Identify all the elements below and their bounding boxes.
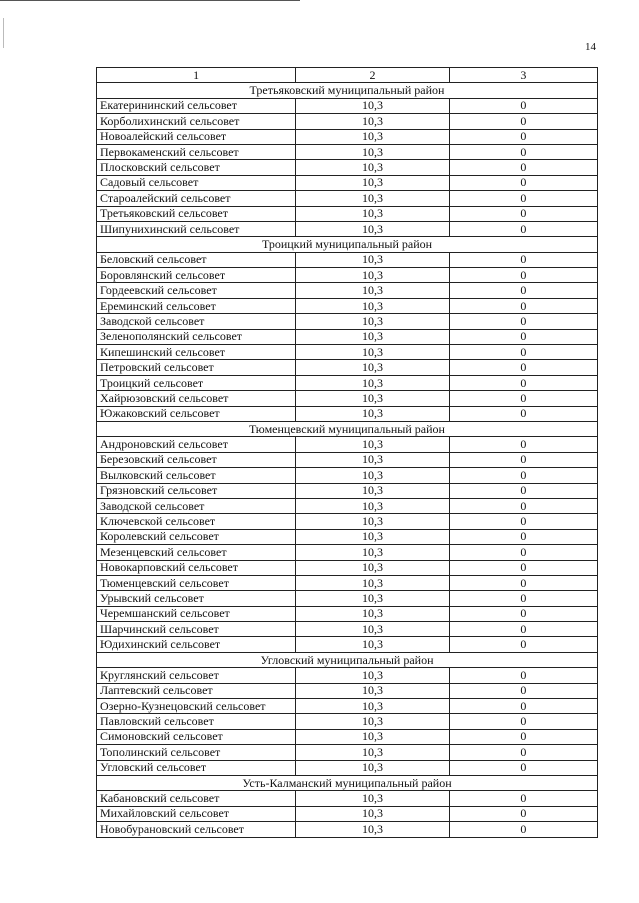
value-cell: 10,3: [296, 468, 449, 483]
settlement-name: Черемшанский сельсовет: [97, 606, 296, 621]
table-row: [97, 191, 598, 206]
value-cell: 10,3: [296, 622, 449, 637]
value-cell: 10,3: [296, 683, 449, 698]
count-cell: 0: [449, 668, 597, 683]
table-row: [97, 406, 598, 421]
count-cell: 0: [449, 345, 597, 360]
district-name: Третьяковский муниципальный район: [97, 83, 598, 98]
table-row: [97, 160, 598, 175]
table-row: [97, 591, 598, 606]
count-cell: 0: [449, 391, 597, 406]
value-cell: 10,3: [296, 406, 449, 421]
settlement-name: Беловский сельсовет: [97, 252, 296, 267]
table-row: [97, 345, 598, 360]
value-cell: 10,3: [296, 606, 449, 621]
count-cell: 0: [449, 468, 597, 483]
count-cell: 0: [449, 298, 597, 313]
count-cell: 0: [449, 221, 597, 236]
settlement-name: Заводской сельсовет: [97, 498, 296, 513]
page-number: 14: [585, 41, 596, 53]
settlement-name: Мезенцевский сельсовет: [97, 545, 296, 560]
count-cell: 0: [449, 283, 597, 298]
settlement-name: Боровлянский сельсовет: [97, 268, 296, 283]
table-row: [97, 391, 598, 406]
district-name: Угловский муниципальный район: [97, 652, 598, 667]
count-cell: 0: [449, 714, 597, 729]
count-cell: 0: [449, 498, 597, 513]
table-row: [97, 360, 598, 375]
count-cell: 0: [449, 206, 597, 221]
settlement-name: Грязновский сельсовет: [97, 483, 296, 498]
value-cell: 10,3: [296, 822, 449, 837]
data-table: [96, 67, 598, 838]
table-row: [97, 668, 598, 683]
count-cell: 0: [449, 560, 597, 575]
district-name: Тюменцевский муниципальный район: [97, 421, 598, 436]
table-row: [97, 745, 598, 760]
settlement-name: Шарчинский сельсовет: [97, 622, 296, 637]
settlement-name: Шипунихинский сельсовет: [97, 221, 296, 236]
table-row: [97, 683, 598, 698]
count-cell: 0: [449, 406, 597, 421]
table-row: [97, 98, 598, 113]
settlement-name: Юдихинский сельсовет: [97, 637, 296, 652]
settlement-name: Михайловский сельсовет: [97, 806, 296, 821]
table-row: [97, 144, 598, 159]
count-cell: 0: [449, 114, 597, 129]
count-cell: 0: [449, 329, 597, 344]
settlement-name: Гордеевский сельсовет: [97, 283, 296, 298]
count-cell: 0: [449, 606, 597, 621]
table-row: [97, 560, 598, 575]
value-cell: 10,3: [296, 560, 449, 575]
value-cell: 10,3: [296, 437, 449, 452]
settlement-name: Тюменцевский сельсовет: [97, 575, 296, 590]
value-cell: 10,3: [296, 760, 449, 775]
settlement-name: Кабановский сельсовет: [97, 791, 296, 806]
district-name: Троицкий муниципальный район: [97, 237, 598, 252]
table-body: [97, 68, 598, 838]
value-cell: 10,3: [296, 714, 449, 729]
value-cell: 10,3: [296, 699, 449, 714]
count-cell: 0: [449, 268, 597, 283]
settlement-name: Тополинский сельсовет: [97, 745, 296, 760]
table-row: [97, 699, 598, 714]
value-cell: 10,3: [296, 806, 449, 821]
count-cell: 0: [449, 760, 597, 775]
value-cell: 10,3: [296, 591, 449, 606]
count-cell: 0: [449, 98, 597, 113]
value-cell: 10,3: [296, 191, 449, 206]
value-cell: 10,3: [296, 791, 449, 806]
value-cell: 10,3: [296, 345, 449, 360]
table-row: [97, 529, 598, 544]
value-cell: 10,3: [296, 729, 449, 744]
value-cell: 10,3: [296, 452, 449, 467]
table-row: [97, 437, 598, 452]
count-cell: 0: [449, 529, 597, 544]
table-row: [97, 283, 598, 298]
table-row: [97, 252, 598, 267]
table-row: [97, 729, 598, 744]
settlement-name: Круглянский сельсовет: [97, 668, 296, 683]
count-cell: 0: [449, 637, 597, 652]
value-cell: 10,3: [296, 114, 449, 129]
table-row: [97, 714, 598, 729]
count-cell: 0: [449, 360, 597, 375]
table-row: [97, 822, 598, 837]
table-row: [97, 514, 598, 529]
count-cell: 0: [449, 252, 597, 267]
value-cell: 10,3: [296, 221, 449, 236]
table-row: [97, 637, 598, 652]
scan-margin-mark: [3, 18, 4, 48]
table-row: [97, 760, 598, 775]
district-row: [97, 237, 598, 252]
table-row: [97, 498, 598, 513]
table-row: [97, 622, 598, 637]
value-cell: 10,3: [296, 545, 449, 560]
count-cell: 0: [449, 483, 597, 498]
value-cell: 10,3: [296, 637, 449, 652]
count-cell: 0: [449, 191, 597, 206]
settlement-name: Зеленополянский сельсовет: [97, 329, 296, 344]
district-row: [97, 421, 598, 436]
table-row: [97, 606, 598, 621]
scan-edge-line: [0, 0, 300, 1]
value-cell: 10,3: [296, 252, 449, 267]
column-header-3: 3: [449, 68, 597, 83]
table-row: [97, 268, 598, 283]
table-row: [97, 483, 598, 498]
settlement-name: Вылковский сельсовет: [97, 468, 296, 483]
settlement-name: Симоновский сельсовет: [97, 729, 296, 744]
count-cell: 0: [449, 729, 597, 744]
value-cell: 10,3: [296, 514, 449, 529]
count-cell: 0: [449, 575, 597, 590]
count-cell: 0: [449, 745, 597, 760]
district-row: [97, 652, 598, 667]
value-cell: 10,3: [296, 483, 449, 498]
value-cell: 10,3: [296, 745, 449, 760]
value-cell: 10,3: [296, 129, 449, 144]
settlement-name: Заводской сельсовет: [97, 314, 296, 329]
settlement-name: Андроновский сельсовет: [97, 437, 296, 452]
settlement-name: Третьяковский сельсовет: [97, 206, 296, 221]
settlement-name: Хайрюзовский сельсовет: [97, 391, 296, 406]
settlement-name: Ключевской сельсовет: [97, 514, 296, 529]
value-cell: 10,3: [296, 144, 449, 159]
table-row: [97, 329, 598, 344]
table-row: [97, 806, 598, 821]
value-cell: 10,3: [296, 283, 449, 298]
count-cell: 0: [449, 791, 597, 806]
settlement-name: Озерно-Кузнецовский сельсовет: [97, 699, 296, 714]
settlement-name: Кипешинский сельсовет: [97, 345, 296, 360]
count-cell: 0: [449, 375, 597, 390]
table-row: [97, 129, 598, 144]
district-row: [97, 775, 598, 790]
value-cell: 10,3: [296, 391, 449, 406]
value-cell: 10,3: [296, 498, 449, 513]
table-row: [97, 375, 598, 390]
count-cell: 0: [449, 514, 597, 529]
value-cell: 10,3: [296, 529, 449, 544]
count-cell: 0: [449, 314, 597, 329]
table-row: [97, 298, 598, 313]
count-cell: 0: [449, 591, 597, 606]
value-cell: 10,3: [296, 206, 449, 221]
district-row: [97, 83, 598, 98]
settlement-name: Новокарповский сельсовет: [97, 560, 296, 575]
count-cell: 0: [449, 129, 597, 144]
table-row: [97, 452, 598, 467]
settlement-name: Староалейский сельсовет: [97, 191, 296, 206]
value-cell: 10,3: [296, 98, 449, 113]
settlement-name: Ереминский сельсовет: [97, 298, 296, 313]
table-row: [97, 545, 598, 560]
value-cell: 10,3: [296, 314, 449, 329]
table-row: [97, 175, 598, 190]
value-cell: 10,3: [296, 375, 449, 390]
settlement-name: Екатерининский сельсовет: [97, 98, 296, 113]
value-cell: 10,3: [296, 575, 449, 590]
table-row: [97, 468, 598, 483]
count-cell: 0: [449, 822, 597, 837]
settlement-name: Первокаменский сельсовет: [97, 144, 296, 159]
count-cell: 0: [449, 175, 597, 190]
count-cell: 0: [449, 683, 597, 698]
count-cell: 0: [449, 622, 597, 637]
value-cell: 10,3: [296, 175, 449, 190]
settlement-name: Садовый сельсовет: [97, 175, 296, 190]
settlement-name: Петровский сельсовет: [97, 360, 296, 375]
settlement-name: Угловский сельсовет: [97, 760, 296, 775]
column-header-2: 2: [296, 68, 449, 83]
column-header-1: 1: [97, 68, 296, 83]
settlement-name: Новобурановский сельсовет: [97, 822, 296, 837]
settlement-name: Королевский сельсовет: [97, 529, 296, 544]
settlement-name: Лаптевский сельсовет: [97, 683, 296, 698]
settlement-name: Южаковский сельсовет: [97, 406, 296, 421]
value-cell: 10,3: [296, 298, 449, 313]
table-row: [97, 791, 598, 806]
settlement-name: Березовский сельсовет: [97, 452, 296, 467]
value-cell: 10,3: [296, 268, 449, 283]
count-cell: 0: [449, 699, 597, 714]
count-cell: 0: [449, 806, 597, 821]
table-row: [97, 206, 598, 221]
table-row: [97, 575, 598, 590]
value-cell: 10,3: [296, 360, 449, 375]
settlement-name: Новоалейский сельсовет: [97, 129, 296, 144]
count-cell: 0: [449, 452, 597, 467]
settlement-name: Урывский сельсовет: [97, 591, 296, 606]
count-cell: 0: [449, 437, 597, 452]
settlement-name: Павловский сельсовет: [97, 714, 296, 729]
settlement-name: Корболихинский сельсовет: [97, 114, 296, 129]
settlement-name: Троицкий сельсовет: [97, 375, 296, 390]
count-cell: 0: [449, 144, 597, 159]
table-row: [97, 314, 598, 329]
table-row: [97, 114, 598, 129]
header-row: [97, 68, 598, 83]
count-cell: 0: [449, 545, 597, 560]
table-row: [97, 221, 598, 236]
district-name: Усть-Калманский муниципальный район: [97, 775, 598, 790]
settlement-name: Плосковский сельсовет: [97, 160, 296, 175]
count-cell: 0: [449, 160, 597, 175]
value-cell: 10,3: [296, 160, 449, 175]
value-cell: 10,3: [296, 329, 449, 344]
value-cell: 10,3: [296, 668, 449, 683]
